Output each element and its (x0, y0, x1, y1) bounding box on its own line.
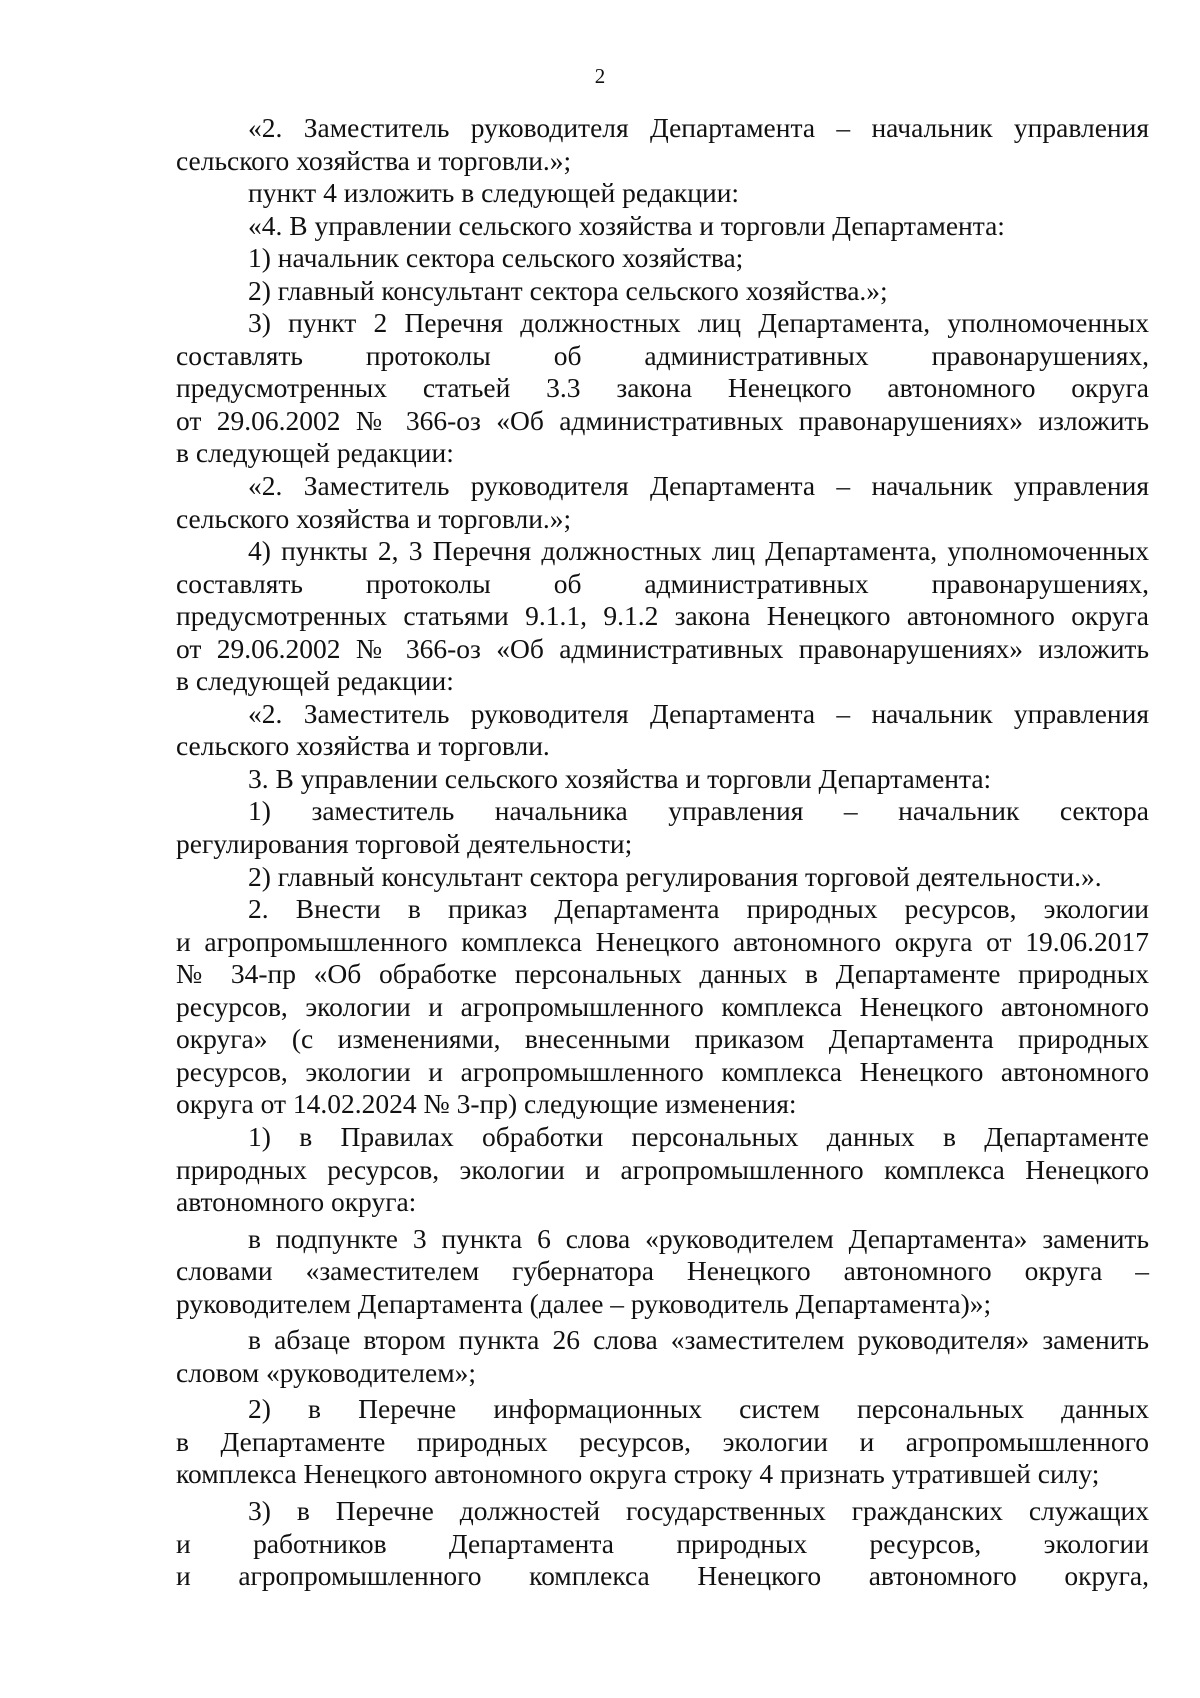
text-line: в следующей редакции: (176, 437, 454, 469)
text-line: 3) пункт 2 Перечня должностных лиц Департамента, уполномоченных (248, 307, 1149, 339)
text-line: в подпункте 3 пункта 6 слова «руководителем Департамента» заменить (248, 1222, 1149, 1254)
text-line: в Департаменте природных ресурсов, экологии и агропромышленного (176, 1425, 1149, 1457)
text-line: 2) главный консультант сектора сельского хозяйства.»; (248, 274, 888, 306)
text-line: автономного округа: (176, 1186, 417, 1218)
text-line: № 34-пр «Об обработке персональных данных в Департаменте природных (176, 958, 1149, 990)
text-line: словами «заместителем губернатора Ненецкого автономного округа – (176, 1255, 1149, 1287)
text-line: сельского хозяйства и торговли.»; (176, 502, 572, 534)
text-line: 2. Внести в приказ Департамента природных ресурсов, экологии (248, 893, 1149, 925)
text-line: природных ресурсов, экологии и агропромышленного комплекса Ненецкого (176, 1153, 1149, 1185)
text-line: 1) заместитель начальника управления – начальник сектора (248, 795, 1149, 827)
text-line: и агропромышленного комплекса Ненецкого автономного округа от 19.06.2017 (176, 925, 1149, 957)
text-line: «4. В управлении сельского хозяйства и торговли Департамента: (248, 209, 1005, 241)
text-line: и агропромышленного комплекса Ненецкого автономного округа, (176, 1560, 1149, 1592)
text-line: от 29.06.2002 № 366-оз «Об административных правонарушениях» изложить (176, 404, 1149, 436)
text-line: предусмотренных статьями 9.1.1, 9.1.2 закона Ненецкого автономного округа (176, 600, 1149, 632)
text-line: пункт 4 изложить в следующей редакции: (248, 177, 740, 209)
text-line: в абзаце втором пункта 26 слова «заместителем руководителя» заменить (248, 1324, 1149, 1356)
text-line: комплекса Ненецкого автономного округа строку 4 признать утратившей силу; (176, 1458, 1100, 1490)
text-line: 2) главный консультант сектора регулирования торговой деятельности.». (248, 860, 1102, 892)
text-line: и работников Департамента природных ресурсов, экологии (176, 1527, 1149, 1559)
text-line: 3. В управлении сельского хозяйства и торговли Департамента: (248, 762, 992, 794)
text-line: ресурсов, экологии и агропромышленного комплекса Ненецкого автономного (176, 1055, 1149, 1087)
text-line: 4) пункты 2, 3 Перечня должностных лиц Департамента, уполномоченных (248, 535, 1149, 567)
text-line: от 29.06.2002 № 366-оз «Об административных правонарушениях» изложить (176, 632, 1149, 664)
text-line: в следующей редакции: (176, 665, 454, 697)
page-number: 2 (594, 64, 606, 88)
text-line: «2. Заместитель руководителя Департамента – начальник управления (248, 112, 1149, 143)
text-line: 3) в Перечне должностей государственных гражданских служащих (248, 1494, 1149, 1526)
text-line: 2) в Перечне информационных систем персональных данных (248, 1393, 1149, 1425)
text-line: словом «руководителем»; (176, 1356, 476, 1388)
text-line: «2. Заместитель руководителя Департамента – начальник управления (248, 470, 1149, 502)
text-line: предусмотренных статьей 3.3 закона Ненецкого автономного округа (176, 372, 1149, 404)
text-line: 1) в Правилах обработки персональных данных в Департаменте (248, 1120, 1149, 1152)
document-body (176, 112, 1149, 1593)
text-line: руководителем Департамента (далее – руководитель Департамента)»; (176, 1287, 992, 1319)
text-line: сельского хозяйства и торговли. (176, 730, 550, 762)
text-line: ресурсов, экологии и агропромышленного комплекса Ненецкого автономного (176, 990, 1149, 1022)
text-line: составлять протоколы об административных правонарушениях, (176, 339, 1149, 371)
text-line: сельского хозяйства и торговли.»; (176, 144, 572, 176)
text-line: 1) начальник сектора сельского хозяйства; (248, 242, 744, 274)
text-line: регулирования торговой деятельности; (176, 828, 633, 860)
text-line: округа от 14.02.2024 № 3-пр) следующие изменения: (176, 1088, 797, 1120)
text-line: составлять протоколы об административных правонарушениях, (176, 567, 1149, 599)
text-line: округа» (с изменениями, внесенными приказом Департамента природных (176, 1023, 1149, 1055)
text-line: «2. Заместитель руководителя Департамента – начальник управления (248, 697, 1149, 729)
